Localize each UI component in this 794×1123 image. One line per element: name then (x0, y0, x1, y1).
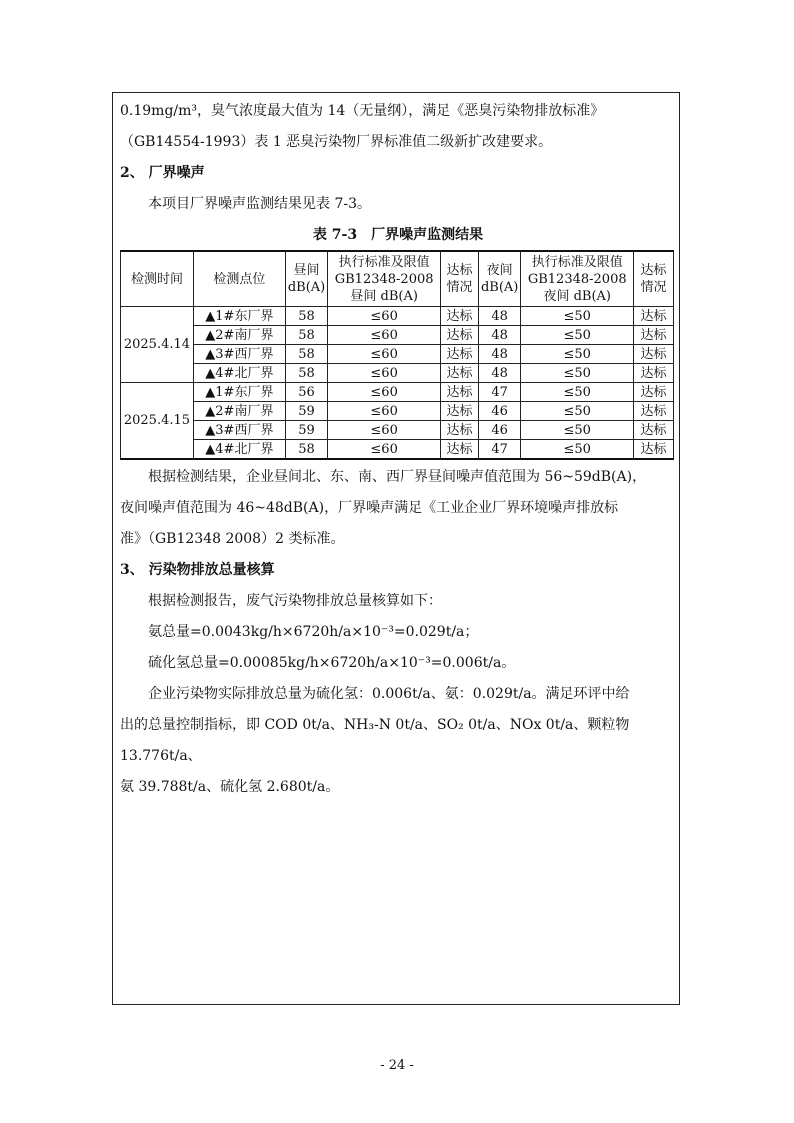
night-value-cell: 47 (478, 440, 520, 460)
night-status-cell: 达标 (634, 307, 674, 326)
day-standard-cell: ≤60 (328, 307, 441, 326)
day-value-cell: 59 (285, 402, 327, 421)
header-night-status: 达标情况 (634, 251, 674, 307)
night-value-cell: 47 (478, 383, 520, 402)
day-standard-cell: ≤60 (328, 421, 441, 440)
night-standard-cell: ≤50 (521, 383, 634, 402)
h2s-calculation: 硫化氢总量=0.00085kg/h×6720h/a×10⁻³=0.006t/a。 (148, 655, 516, 671)
day-value-cell: 59 (285, 421, 327, 440)
day-value-cell: 58 (285, 307, 327, 326)
summary-line-3: 氨 39.788t/a、硫化氢 2.680t/a。 (120, 779, 340, 795)
section-2-heading: 2、 厂界噪声 (120, 165, 205, 181)
day-value-cell: 56 (285, 383, 327, 402)
night-standard-cell: ≤50 (521, 345, 634, 364)
section-3-intro: 根据检测报告，废气污染物排放总量核算如下： (148, 593, 442, 609)
day-value-cell: 58 (285, 364, 327, 383)
table-row (121, 326, 674, 345)
night-standard-cell: ≤50 (521, 402, 634, 421)
table-row (121, 345, 674, 364)
summary-line-1: 企业污染物实际排放总量为硫化氢：0.006t/a、氨：0.029t/a。满足环评中给 (148, 686, 630, 702)
night-standard-cell: ≤50 (521, 307, 634, 326)
night-status-cell: 达标 (634, 364, 674, 383)
header-day-status: 达标情况 (441, 251, 479, 307)
section-2-result-line-1: 根据检测结果，企业昼间北、东、南、西厂界昼间噪声值范围为 56~59dB(A)， (148, 469, 647, 485)
day-status-cell: 达标 (441, 421, 479, 440)
night-value-cell: 46 (478, 402, 520, 421)
day-status-cell: 达标 (441, 364, 479, 383)
night-status-cell: 达标 (634, 402, 674, 421)
table-row (121, 364, 674, 383)
paragraph-top-line-1: 0.19mg/m³，臭气浓度最大值为 14（无量纲），满足《恶臭污染物排放标准》 (120, 103, 605, 119)
point-cell: ▲2#南厂界 (193, 326, 285, 345)
day-standard-cell: ≤60 (328, 402, 441, 421)
point-cell: ▲4#北厂界 (193, 364, 285, 383)
night-status-cell: 达标 (634, 421, 674, 440)
night-value-cell: 46 (478, 421, 520, 440)
summary-line-2: 出的总量控制指标，即 COD 0t/a、NH₃-N 0t/a、SO₂ 0t/a、NOx 0t/a、颗粒物 13.776t/a、 (120, 717, 630, 764)
night-status-cell: 达标 (634, 440, 674, 460)
table-header-row (121, 251, 674, 307)
day-status-cell: 达标 (441, 383, 479, 402)
document-body (120, 96, 676, 803)
day-status-cell: 达标 (441, 402, 479, 421)
table-body (121, 307, 674, 460)
ammonia-calculation: 氨总量=0.0043kg/h×6720h/a×10⁻³=0.029t/a； (148, 624, 479, 640)
header-night-standard: 执行标准及限值GB12348-2008夜间 dB(A) (521, 251, 634, 307)
night-status-cell: 达标 (634, 326, 674, 345)
day-standard-cell: ≤60 (328, 383, 441, 402)
table-row (121, 383, 674, 402)
night-value-cell: 48 (478, 364, 520, 383)
header-point: 检测点位 (193, 251, 285, 307)
night-value-cell: 48 (478, 345, 520, 364)
night-standard-cell: ≤50 (521, 440, 634, 460)
date-cell: 2025.4.15 (121, 383, 194, 460)
table-row (121, 440, 674, 460)
day-standard-cell: ≤60 (328, 440, 441, 460)
day-value-cell: 58 (285, 326, 327, 345)
table-caption: 表 7-3 厂界噪声监测结果 (312, 227, 484, 243)
header-day: 昼间dB(A) (285, 251, 327, 307)
header-time: 检测时间 (121, 251, 194, 307)
day-status-cell: 达标 (441, 440, 479, 460)
section-2-result-line-3: 准》（GB12348 2008）2 类标准。 (120, 531, 345, 547)
table-row (121, 402, 674, 421)
table-row (121, 421, 674, 440)
day-standard-cell: ≤60 (328, 364, 441, 383)
day-status-cell: 达标 (441, 307, 479, 326)
point-cell: ▲3#西厂界 (193, 421, 285, 440)
night-standard-cell: ≤50 (521, 326, 634, 345)
day-status-cell: 达标 (441, 345, 479, 364)
date-cell: 2025.4.14 (121, 307, 194, 383)
point-cell: ▲1#东厂界 (193, 307, 285, 326)
night-standard-cell: ≤50 (521, 364, 634, 383)
day-status-cell: 达标 (441, 326, 479, 345)
noise-results-table (120, 250, 674, 460)
point-cell: ▲1#东厂界 (193, 383, 285, 402)
day-value-cell: 58 (285, 345, 327, 364)
paragraph-top-line-2: （GB14554-1993）表 1 恶臭污染物厂界标准值二级新扩改建要求。 (120, 134, 553, 150)
header-night: 夜间dB(A) (478, 251, 520, 307)
page-number: - 24 - (380, 1058, 414, 1073)
point-cell: ▲3#西厂界 (193, 345, 285, 364)
night-value-cell: 48 (478, 326, 520, 345)
table-row (121, 307, 674, 326)
day-standard-cell: ≤60 (328, 326, 441, 345)
point-cell: ▲4#北厂界 (193, 440, 285, 460)
section-2-result-line-2: 夜间噪声值范围为 46~48dB(A)，厂界噪声满足《工业企业厂界环境噪声排放标 (120, 500, 619, 516)
night-status-cell: 达标 (634, 345, 674, 364)
day-standard-cell: ≤60 (328, 345, 441, 364)
night-status-cell: 达标 (634, 383, 674, 402)
header-day-standard: 执行标准及限值GB12348-2008昼间 dB(A) (328, 251, 441, 307)
day-value-cell: 58 (285, 440, 327, 460)
section-2-intro: 本项目厂界噪声监测结果见表 7-3。 (148, 196, 371, 212)
night-value-cell: 48 (478, 307, 520, 326)
section-3-heading: 3、 污染物排放总量核算 (120, 562, 275, 578)
point-cell: ▲2#南厂界 (193, 402, 285, 421)
night-standard-cell: ≤50 (521, 421, 634, 440)
